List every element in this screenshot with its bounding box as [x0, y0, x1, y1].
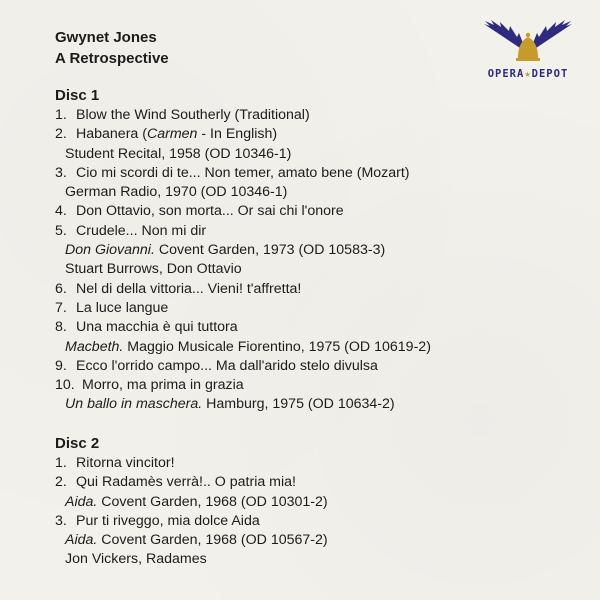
logo-wordmark: [482, 68, 574, 80]
title-block: [55, 27, 169, 69]
track-number: 7.: [55, 299, 67, 316]
disc-heading: Disc 2: [55, 435, 100, 452]
track-item: [55, 357, 431, 376]
track-title: Crudele... Non mi dir: [76, 222, 207, 239]
disc-heading: Disc 1: [55, 87, 100, 104]
track-item: [55, 106, 431, 125]
track-title: Cio mi scordi di te... Non temer, amato bene (Mozart): [76, 164, 410, 181]
track-number: 4.: [55, 203, 67, 220]
track-item: [55, 473, 328, 492]
track-title: Blow the Wind Southerly (Traditional): [76, 107, 310, 123]
track-detail: Macbeth. Maggio Musicale Fiorentino, 1975 (OD 10619-2): [65, 338, 431, 355]
track-title: Ritorna vincitor!: [76, 455, 175, 471]
track-item: [55, 454, 328, 473]
opera-title: Aida.: [65, 532, 98, 549]
track-number: 1.: [55, 107, 67, 123]
album-title: A Retrospective: [55, 50, 169, 67]
artist-name: Gwynet Jones: [55, 29, 157, 46]
track-number: 10.: [55, 377, 75, 394]
track-number: 1.: [55, 455, 67, 471]
track-item: [55, 280, 431, 299]
track-item: [55, 512, 328, 531]
opera-title: Un ballo in maschera.: [65, 396, 203, 413]
track-detail: Student Recital, 1958 (OD 10346-1): [65, 145, 292, 162]
opera-title: Don Giovanni.: [65, 242, 155, 259]
opera-title: Macbeth.: [65, 338, 124, 355]
track-title: La luce langue: [76, 299, 169, 316]
track-item: [55, 376, 431, 395]
track-number: 5.: [55, 222, 67, 239]
track-detail: Aida. Covent Garden, 1968 (OD 10567-2): [65, 532, 328, 549]
track-title: Nel di della vittoria... Vieni! t'affretta!: [76, 280, 302, 297]
track-number: 2.: [55, 474, 67, 491]
track-title: Ecco l'orrido campo... Ma dall'arido stelo divulsa: [76, 357, 378, 374]
track-performer: Stuart Burrows, Don Ottavio: [65, 261, 242, 278]
track-item: [55, 202, 431, 221]
track-number: 8.: [55, 319, 67, 336]
track-number: 3.: [55, 512, 67, 529]
track-detail: Don Giovanni. Covent Garden, 1973 (OD 10583-3): [65, 242, 386, 259]
track-number: 3.: [55, 164, 67, 181]
track-title: Habanera (Carmen - In English): [76, 126, 278, 143]
logo-text-right: DEPOT: [531, 68, 569, 80]
track-title: Don Ottavio, son morta... Or sai chi l'onore: [76, 203, 344, 220]
opera-title: Carmen: [146, 126, 198, 143]
track-item: [55, 125, 431, 144]
track-number: 9.: [55, 357, 67, 374]
opera-title: Aida.: [65, 493, 98, 510]
track-title: Pur ti riveggo, mia dolce Aida: [76, 512, 260, 529]
track-number: 6.: [55, 280, 67, 297]
track-title: Morro, ma prima in grazia: [82, 377, 244, 394]
disc-1-tracklist: [55, 85, 431, 415]
logo-text-left: OPERA: [487, 68, 525, 80]
track-item: [55, 164, 431, 183]
track-item: [55, 299, 431, 318]
track-detail: German Radio, 1970 (OD 10346-1): [65, 184, 288, 201]
disc-2-tracklist: [55, 433, 328, 570]
opera-depot-logo: [482, 18, 574, 90]
winged-bell-icon: [482, 18, 574, 68]
track-detail: Un ballo in maschera. Hamburg, 1975 (OD 10634-2): [65, 396, 395, 413]
track-detail: Aida. Covent Garden, 1968 (OD 10301-2): [65, 493, 328, 510]
track-item: [55, 318, 431, 337]
track-item: [55, 222, 431, 241]
track-performer: Jon Vickers, Radames: [65, 551, 207, 568]
star-icon: ★: [524, 68, 532, 80]
track-number: 2.: [55, 126, 67, 143]
track-title: Una macchia è qui tuttora: [76, 319, 238, 336]
track-title: Qui Radamès verrà!.. O patria mia!: [76, 474, 296, 491]
